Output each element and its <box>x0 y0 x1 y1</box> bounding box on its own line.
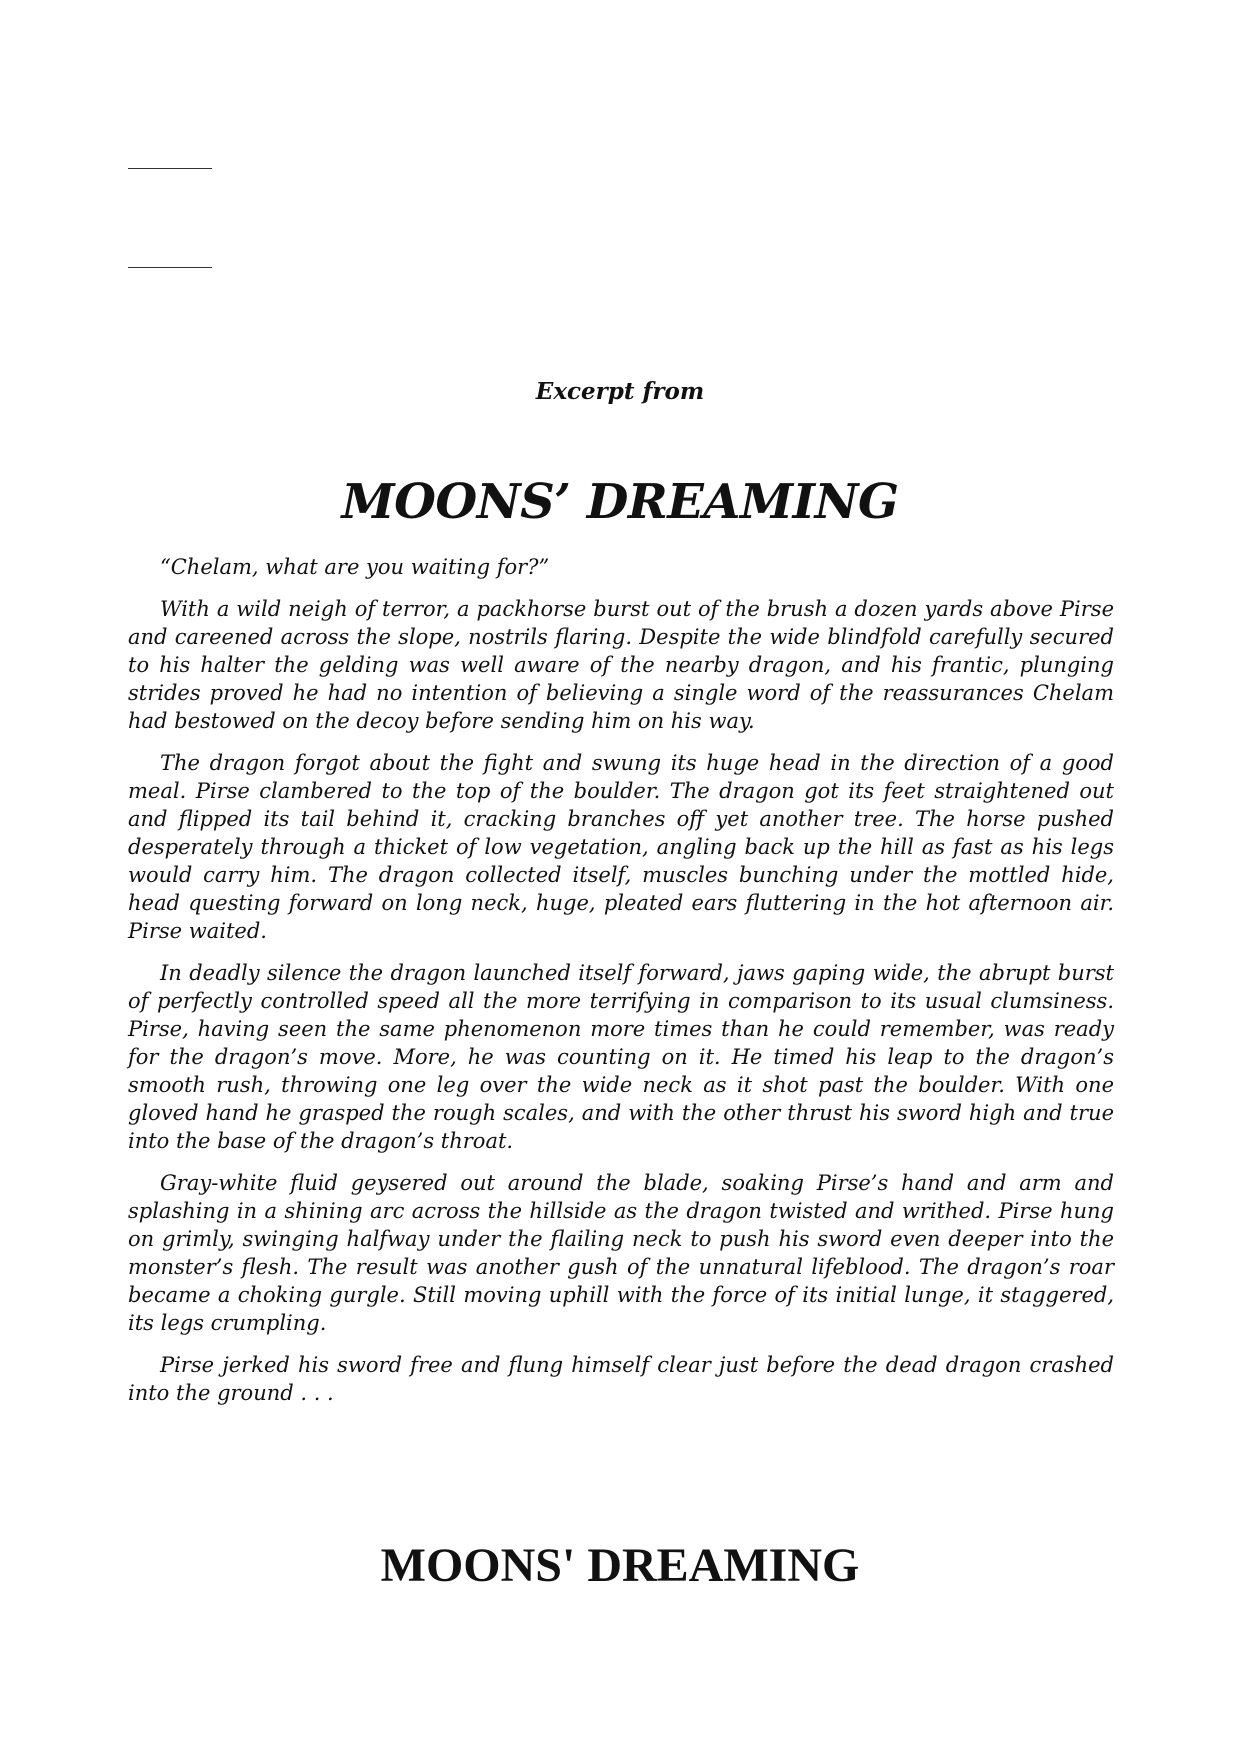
paragraph: With a wild neigh of terror, a packhorse burst out of the brush a dozen yards above Pirse and careened across the slope, nostrils flaring. Despite the wide blindfold carefully secured to his halter the gelding was well aware of the nearby dragon, and his frantic, plunging strides proved he had no intention of believing a single word of the reassurances Chelam had bestowed on the decoy before sending him on his way. <box>128 597 1114 733</box>
excerpt-body <box>128 553 1114 1421</box>
top-divider-rule <box>128 168 212 169</box>
book-title-heading: MOONS' DREAMING <box>380 1539 860 1592</box>
paragraph: “Chelam, what are you waiting for?” <box>160 555 550 579</box>
excerpt-label: Excerpt from <box>535 378 705 405</box>
excerpt-title: MOONS’ DREAMING <box>341 474 899 530</box>
paragraph: Gray-white fluid geysered out around the blade, soaking Pirse’s hand and arm and splashing in a shining arc across the hillside as the dragon twisted and writhed. Pirse hung on grimly, swinging halfway under the flailing neck to push his sword even deeper into the monster’s flesh. The result was another gush of the unnatural lifeblood. The dragon’s roar became a choking gurgle. Still moving uphill with the force of its initial lunge, it staggered, its legs crumpling. <box>128 1171 1114 1335</box>
paragraph: The dragon forgot about the fight and swung its huge head in the direction of a good meal. Pirse clambered to the top of the boulder. The dragon got its feet straightened out and flipped its tail behind it, cracking branches off yet another tree. The horse pushed desperately through a thicket of low vegetation, angling back up the hill as fast as his legs would carry him. The dragon collected itself, muscles bunching under the mottled hide, head questing forward on long neck, huge, pleated ears fluttering in the hot afternoon air. Pirse waited. <box>128 751 1114 943</box>
paragraph: In deadly silence the dragon launched itself forward, jaws gaping wide, the abrupt burst of perfectly controlled speed all the more terrifying in comparison to its usual clumsiness. Pirse, having seen the same phenomenon more times than he could remember, was ready for the dragon’s move. More, he was counting on it. He timed his leap to the dragon’s smooth rush, throwing one leg over the wide neck as it shot past the boulder. With one gloved hand he grasped the rough scales, and with the other thrust his sword high and true into the base of the dragon’s throat. <box>128 961 1114 1153</box>
paragraph: Pirse jerked his sword free and flung himself clear just before the dead dragon crashed into the ground . . . <box>128 1353 1114 1405</box>
second-divider-rule <box>128 267 212 268</box>
